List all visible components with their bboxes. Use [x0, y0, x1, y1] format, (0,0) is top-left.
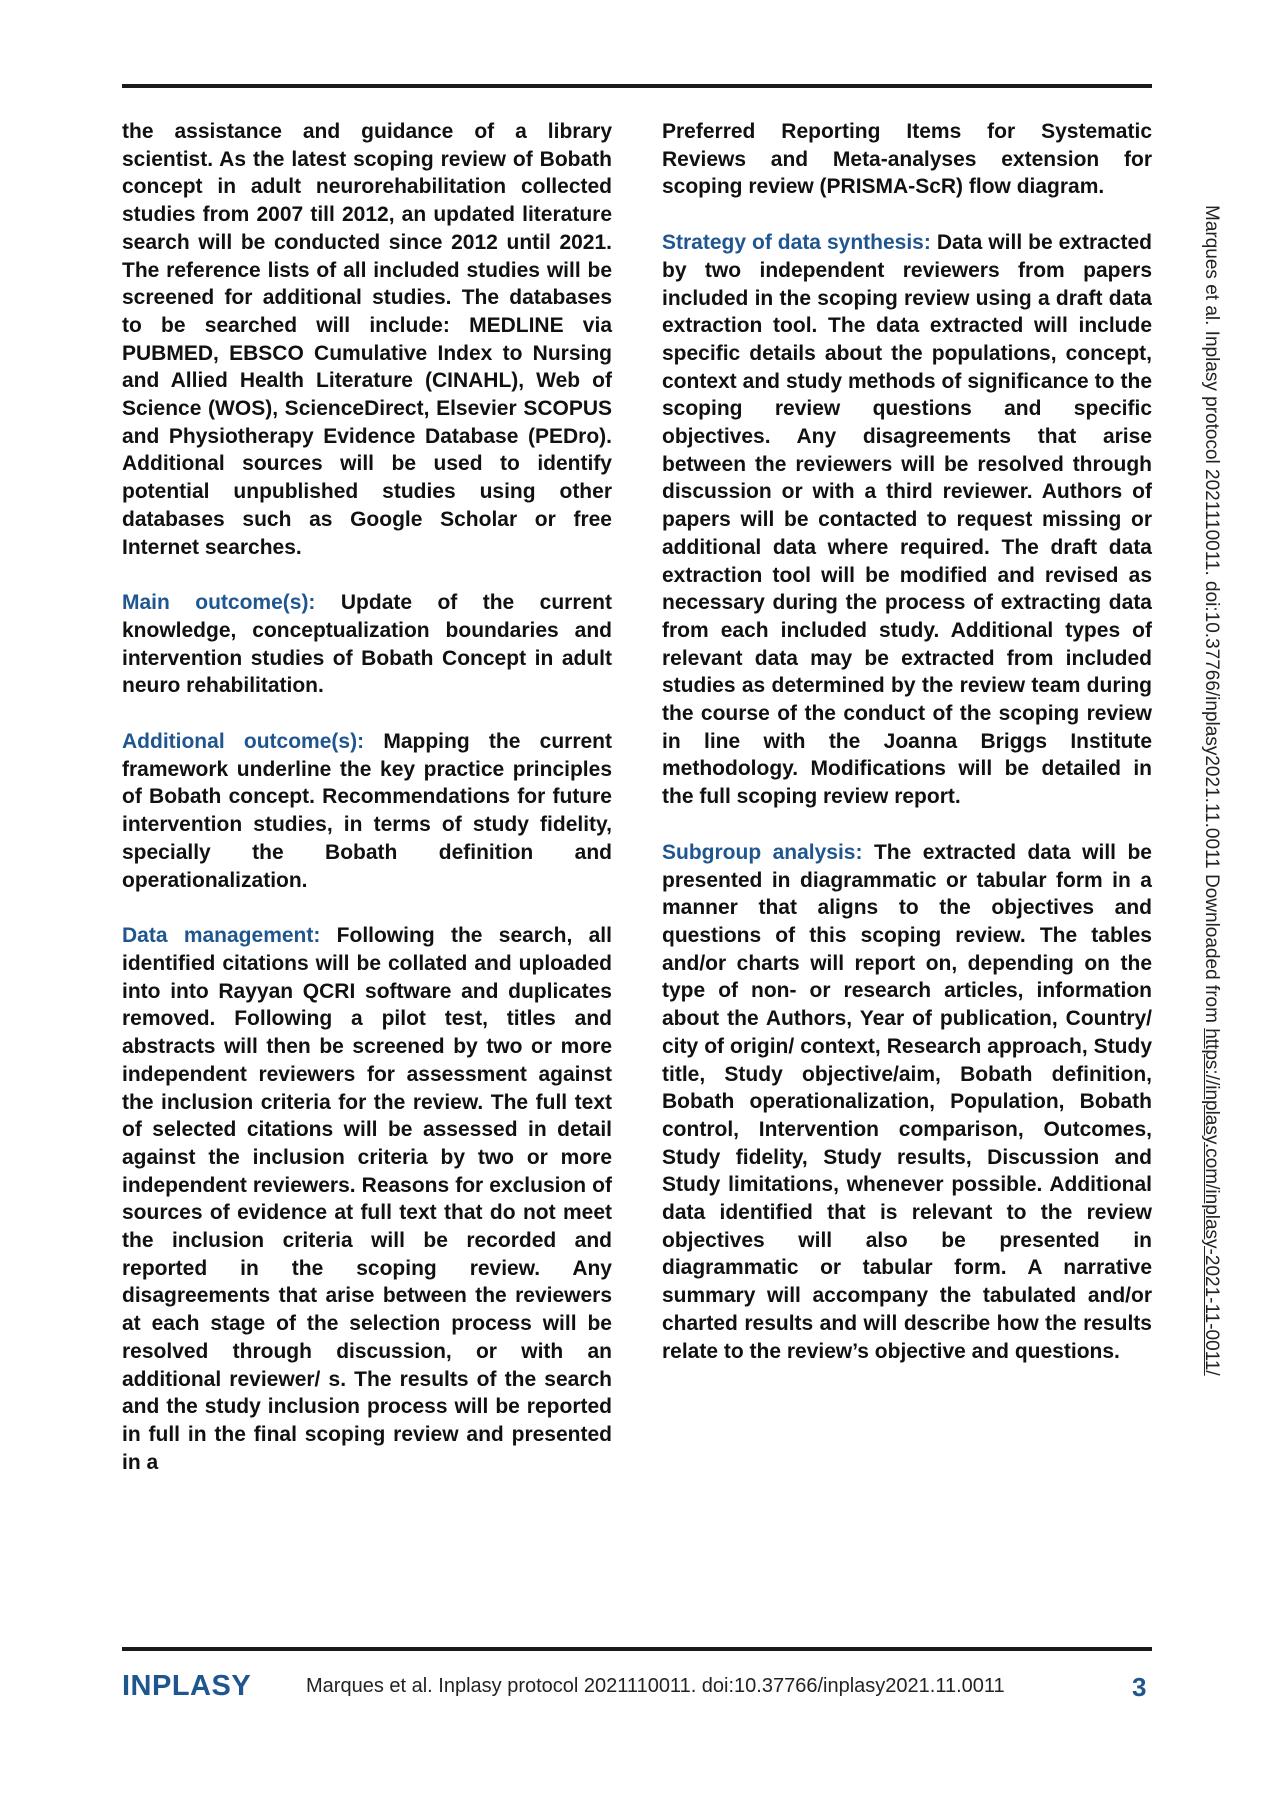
prisma-text: Preferred Reporting Items for Systematic Reviews and Meta-analyses extension for scoping review (PRISMA-ScR) flow diagram. — [662, 120, 1152, 199]
strategy-heading: Strategy of data synthesis: — [662, 231, 931, 255]
footer-citation: Marques et al. Inplasy protocol 2021110011. doi:10.37766/inplasy2021.11.0011 — [306, 1675, 1005, 1697]
data-management-paragraph — [122, 922, 612, 1476]
right-column — [662, 118, 1152, 1393]
subgroup-text: The extracted data will be presented in diagrammatic or tabular form in a manner that aligns to the objectives and questions of this scoping review. The tables and/or charts will report on, depending on the type of non- or research articles, information about the Authors, Year of publication, Country/ city of origin/ context, Research approach, Study title, Study objective/aim, Bobath definition, Bobath operationalization, Population, Bobath control, Intervention comparison, Outcomes, Study fidelity, Study results, Discussion and Study limitations, whenever possible. Additional data identified that is relevant to the review objectives will also be presented in diagrammatic or tabular form. A narrative summary will accompany the tabulated and/or charted results and will describe how the results relate to the review’s objective and questions. — [662, 840, 1152, 1363]
page-number: 3 — [1132, 1672, 1147, 1702]
prisma-paragraph — [662, 118, 1152, 201]
main-outcome-text: Update of the current knowledge, conceptualization boundaries and intervention studies of Bobath Concept in adult neuro rehabilitation. — [122, 591, 612, 698]
subgroup-heading: Subgroup analysis: — [662, 840, 863, 864]
main-outcome-heading: Main outcome(s): — [122, 591, 316, 615]
strategy-paragraph — [662, 229, 1152, 811]
subgroup-paragraph — [662, 839, 1152, 1365]
download-side-note — [1196, 205, 1226, 1585]
bottom-rule — [122, 1647, 1152, 1651]
main-outcome-paragraph — [122, 589, 612, 700]
strategy-text: Data will be extracted by two independent reviewers from papers included in the scoping review using a draft data extraction tool. The data extracted will include specific details about the populations, concept, context and study methods of significance to the scoping review questions and specific objectives. Any disagreements that arise between the reviewers will be resolved through discussion or with a third reviewer. Authors of papers will be contacted to request missing or additional data where required. The draft data extraction tool will be modified and revised as necessary during the process of extracting data from each included study. Additional types of relevant data may be extracted from included studies as determined by the review team during the course of the conduct of the scoping review in line with the Joanna Briggs Institute methodology. Modifications will be detailed in the full scoping review report. — [662, 231, 1153, 809]
additional-outcome-heading: Additional outcome(s): — [122, 730, 365, 754]
footer-brand-logo: INPLASY — [122, 1670, 252, 1702]
additional-outcome-text: Mapping the current framework underline the key practice principles of Bobath concept. Recommendations for future intervention studies, in terms of study fidelity, specially the Bobath definition and operationalization. — [122, 730, 612, 892]
top-rule — [122, 84, 1152, 88]
left-column — [122, 118, 612, 1504]
data-management-text: Following the search, all identified citations will be collated and uploaded into into Rayyan QCRI software and duplicates removed. Following a pilot test, titles and abstracts will then be screened by two or more independent reviewers for assessment against the inclusion criteria for the review. The full text of selected citations will be assessed in detail against the inclusion criteria by two or more independent reviewers. Reasons for exclusion of sources of evidence at full text that do not meet the inclusion criteria will be recorded and reported in the scoping review. Any disagreements that arise between the reviewers at each stage of the selection process will be resolved through discussion, or with an additional reviewer/ s. The results of the search and the study inclusion process will be reported in full in the final scoping review and presented in a — [122, 924, 612, 1474]
search-strategy-paragraph — [122, 118, 612, 561]
search-strategy-text: the assistance and guidance of a library scientist. As the latest scoping review of Bobath concept in adult neurorehabilitation collected studies from 2007 till 2012, an updated literature search will be conducted since 2012 until 2021. The reference lists of all included studies will be screened for additional studies. The databases to be searched will include: MEDLINE via PUBMED, EBSCO Cumulative Index to Nursing and Allied Health Literature (CINAHL), Web of Science (WOS), ScienceDirect, Elsevier SCOPUS and Physiotherapy Evidence Database (PEDro). Additional sources will be used to identify potential unpublished studies using other databases such as Google Scholar or free Internet searches. — [122, 120, 612, 559]
additional-outcome-paragraph — [122, 728, 612, 894]
data-management-heading: Data management: — [122, 924, 321, 948]
side-note-text: Marques et al. Inplasy protocol 2021110011. doi:10.37766/inplasy2021.11.0011 Downloaded from — [1201, 205, 1222, 1029]
side-note-link[interactable]: https://inplasy.com/inplasy-2021-11-0011/ — [1201, 1028, 1222, 1376]
